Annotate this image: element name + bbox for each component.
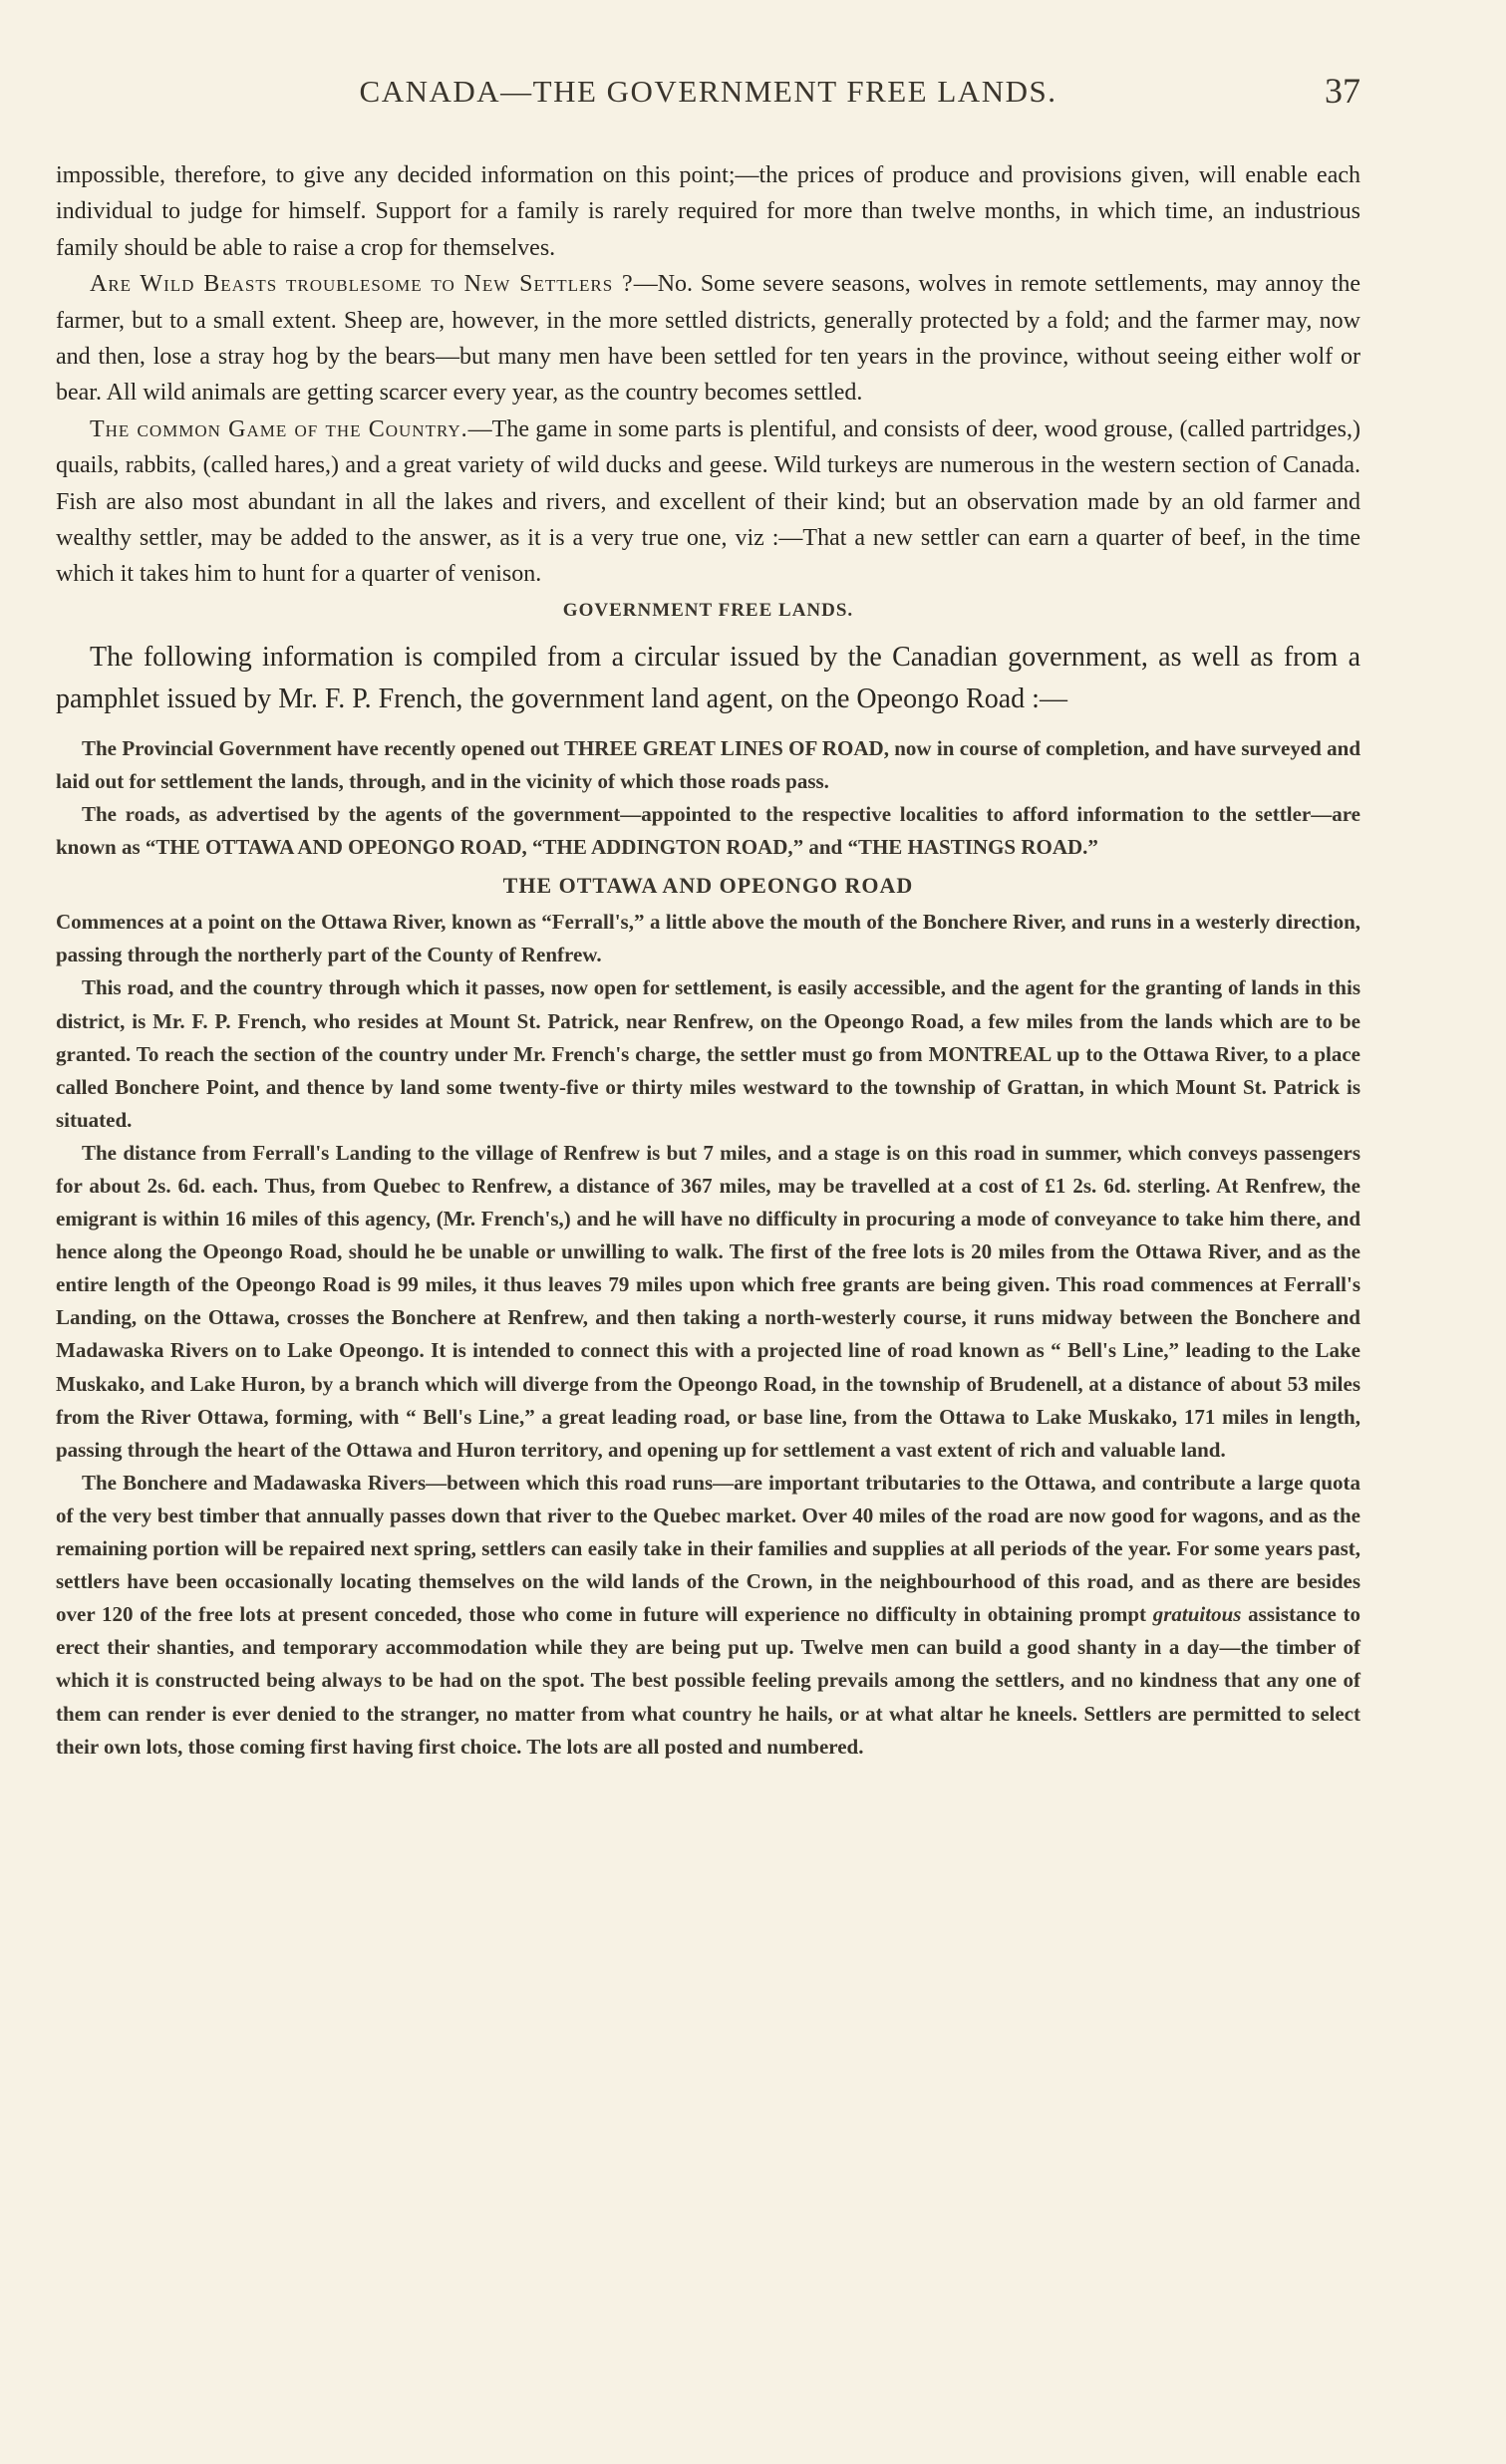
intro-paragraph: The following information is compiled from a circular issued by the Canadian government, as well as from a pamphlet issued by Mr. F. P. French, the government land agent, on the Opeongo Road :— [56,641,1360,714]
wild-beasts-text: —No. Some severe seasons, wolves in remote settlements, may annoy the farmer, but to a small extent. Sheep are, however, in the more settled districts, generally protected by a fold; and the farmer may, now and then, lose a stray hog by the bears—but many men have been settled for ten years in the province, without seeing either wolf or bear. All wild animals are getting scarcer every year, as the country becomes settled. [56,271,1360,407]
paragraph-wild-beasts [56,266,1360,411]
road-paragraph-2: This road, and the country through which it passes, now open for settlement, is easily accessible, and the agent for the granting of lands in this district, is Mr. F. P. French, who resides at Mount St. Patrick, near Renfrew, on the Opeongo Road, a few miles from the lands which are to be granted. To reach the section of the country under Mr. French's charge, the settler must go from MONTREAL up to the Ottawa River, to a place called Bonchere Point, and thence by land some twenty-five or thirty miles westward to the township of Grattan, in which Mount St. Patrick is situated. [56,975,1360,1132]
road-paragraph-3: The distance from Ferrall's Landing to the village of Renfrew is but 7 miles, and a stage is on this road in summer, which conveys passengers for about 2s. 6d. each. Thus, from Quebec to Renfrew, a distance of 367 miles, may be travelled at a cost of £1 2s. 6d. sterling. At Renfrew, the emigrant is within 16 miles of this agency, (Mr. French's,) and he will have no difficulty in procuring a mode of conveyance to take him there, and hence along the Opeongo Road, should he be unable or unwilling to walk. The first of the free lots is 20 miles from the Ottawa River, and as the entire length of the Opeongo Road is 99 miles, it thus leaves 79 miles upon which free grants are being given. This road commences at Ferrall's Landing, on the Ottawa, crosses the Bonchere at Renfrew, and then taking a north-westerly course, it runs midway between the Bonchere and Madawaska Rivers on to Lake Opeongo. It is intended to connect this with a projected line of road known as “ Bell's Line,” leading to the Lake Muskako, and Lake Huron, by a branch which will diverge from the Opeongo Road, in the township of Brudenell, at a distance of about 53 miles from the River Ottawa, forming, with “ Bell's Line,” a great leading road, or base line, from the Ottawa to Lake Muskako, 171 miles in length, passing through the heart of the Ottawa and Huron territory, and opening up for settlement a vast extent of rich and valuable land. [56,1140,1360,1462]
paragraph-game [56,411,1360,593]
road-paragraph-1: Commences at a point on the Ottawa River, known as “Ferrall's,” a little above the mouth of the Bonchere River, and runs in a westerly direction, passing through the northerly part of the County of Renfrew. [56,910,1360,967]
paragraph-prices: impossible, therefore, to give any decided information on this point;—the prices of produce and provisions given, will enable each individual to judge for himself. Support for a family is rarely required for more than twelve months, in which time, an industrious family should be able to raise a crop for themselves. [56,162,1360,261]
page-number: 37 [1325,71,1360,111]
circular-paragraph-1: The Provincial Government have recently opened out THREE GREAT LINES OF ROAD, now in course of completion, and have surveyed and laid out for settlement the lands, through, and in the vicinity of which those roads pass. [56,735,1360,793]
running-title: CANADA—THE GOVERNMENT FREE LANDS. [359,74,1057,109]
road-paragraph-4 [56,1467,1360,1764]
circular-paragraph-2: The roads, as advertised by the agents of the government—appointed to the respective localities to afford information to the settler—are known as “THE OTTAWA AND OPEONGO ROAD, “THE ADDINGTON ROAD,” and “THE HASTINGS ROAD.” [56,802,1360,860]
game-text: —The game in some parts is plentiful, and consists of deer, wood grouse, (called partridges,) quails, rabbits, (called hares,) and a great variety of wild ducks and geese. Wild turkeys are numerous in the western section of Canada. Fish are also most abundant in all the lakes and rivers, and excellent of their kind; but an observation made by an old farmer and wealthy settler, may be added to the answer, as it is a very true one, viz :—That a new settler can earn a quarter of beef, in the time which it takes him to hunt for a quarter of venison. [56,415,1360,588]
running-head [56,71,1360,124]
road-heading: THE OTTAWA AND OPEONGO ROAD [502,873,914,899]
road-4-italic: gratuitous [1152,1602,1242,1627]
road-4-before: The Bonchere and Madawaska Rivers—between which this road runs—are important tributaries to the Ottawa, and contribute a large quota of the very best timber that annually passes down that river to the Quebec market. Over 40 miles of the road are now good for wagons, and as the remaining portion will be repaired next spring, settlers can easily take in their families and supplies at all periods of the year. For some years past, settlers have been occasionally locating themselves on the wild lands of the Crown, in the neighbourhood of this road, and as there are besides over 120 of the free lots at present conceded, those who come in future will experience no difficulty in obtaining prompt [56,1470,1360,1627]
wild-beasts-lead: Are Wild Beasts troublesome to New Settlers ? [90,271,634,298]
page-body [56,157,1360,1764]
road-4-after: assistance to erect their shanties, and temporary accommodation while they are being put up. Twelve men can build a good shanty in a day—the timber of which it is constructed being always to be had on the spot. The best possible feeling prevails among the settlers, and no kindness that any one of them can render is ever denied to the stranger, no matter from what country he hails, or at what altar he kneels. Settlers are permitted to select their own lots, those coming first having first choice. The lots are all posted and numbered. [56,1602,1361,1759]
section-heading: GOVERNMENT FREE LANDS. [562,599,854,621]
game-lead: The common Game of the Country. [90,415,468,442]
